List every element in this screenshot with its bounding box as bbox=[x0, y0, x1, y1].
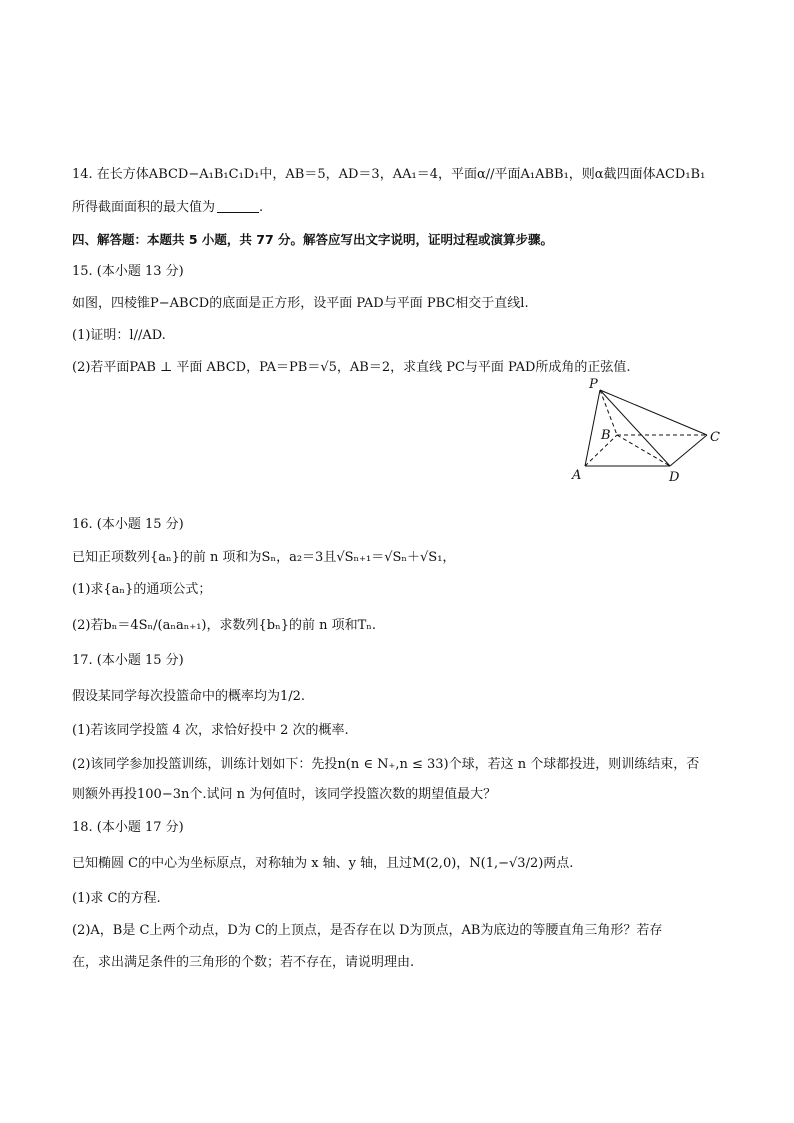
q14-line1: 14. 在长方体ABCD−A₁B₁C₁D₁中，AB＝5，AD＝3，AA₁＝4，平面α//平面A₁ABB₁，则α截四面体ACD₁B₁ bbox=[72, 167, 706, 182]
edge-pc bbox=[600, 390, 707, 435]
edge-dc bbox=[670, 435, 707, 466]
vertex-label-a: A bbox=[572, 468, 582, 483]
vertex-label-b: B bbox=[601, 428, 611, 443]
q15-title: 15. (本小题 13 分) bbox=[72, 264, 184, 279]
q15-part2: (2)若平面PAB ⊥ 平面 ABCD，PA＝PB＝√5，AB＝2，求直线 PC与平面 PAD所成角的正弦值. bbox=[72, 360, 631, 375]
q16-stem: 已知正项数列{aₙ}的前 n 项和为Sₙ，a₂＝3且√Sₙ₊₁＝√Sₙ＋√S₁， bbox=[72, 550, 456, 565]
q17-part1: (1)若该同学投篮 4 次，求恰好投中 2 次的概率. bbox=[72, 723, 349, 738]
q18-part2: (2)A，B是 C上两个动点，D为 C的上顶点，是否存在以 D为顶点，AB为底边的等腰直角三角形？若存 bbox=[72, 923, 663, 938]
q15-stem: 如图，四棱锥P−ABCD的底面是正方形，设平面 PAD与平面 PBC相交于直线l. bbox=[72, 296, 529, 311]
answer-blank bbox=[217, 199, 259, 213]
vertex-label-p: P bbox=[589, 377, 598, 392]
q18-part2b: 在，求出满足条件的三角形的个数；若不存在，请说明理由. bbox=[72, 955, 415, 970]
period: . bbox=[259, 200, 264, 215]
q17-part2: (2)该同学参加投篮训练，训练计划如下：先投n(n ∈ N₊,n ≤ 33)个球，若这 n 个球都投进，则训练结束，否 bbox=[72, 757, 700, 772]
vertex-label-d: D bbox=[669, 470, 680, 485]
section4-heading: 四、解答题：本题共 5 小题，共 77 分。解答应写出文字说明，证明过程或演算步骤。 bbox=[72, 232, 554, 247]
pyramid-figure bbox=[560, 372, 730, 492]
q17-stem: 假设某同学每次投篮命中的概率均为1/2. bbox=[72, 689, 306, 704]
q18-part1: (1)求 C的方程. bbox=[72, 891, 161, 906]
edge-pa bbox=[585, 390, 600, 466]
q15-part1: (1)证明：l//AD. bbox=[72, 328, 166, 343]
q18-title: 18. (本小题 17 分) bbox=[72, 820, 184, 835]
q16-part1: (1)求{aₙ}的通项公式； bbox=[72, 582, 212, 597]
q18-stem: 已知椭圆 C的中心为坐标原点，对称轴为 x 轴、y 轴，且过M(2,0)，N(1,−√3/2)两点. bbox=[72, 856, 574, 871]
q16-title: 16. (本小题 15 分) bbox=[72, 517, 184, 532]
q17-title: 17. (本小题 15 分) bbox=[72, 653, 184, 668]
vertex-label-c: C bbox=[710, 430, 720, 445]
edge-bd bbox=[617, 435, 670, 466]
q16-part2: (2)若bₙ＝4Sₙ/(aₙaₙ₊₁)，求数列{bₙ}的前 n 项和Tₙ. bbox=[72, 618, 377, 633]
q17-part2b: 则额外再投100−3n个.试问 n 为何值时，该同学投篮次数的期望值最大？ bbox=[72, 787, 497, 802]
q14-line2-wrap bbox=[72, 199, 263, 217]
q14-line2: 所得截面面积的最大值为 bbox=[72, 200, 216, 215]
